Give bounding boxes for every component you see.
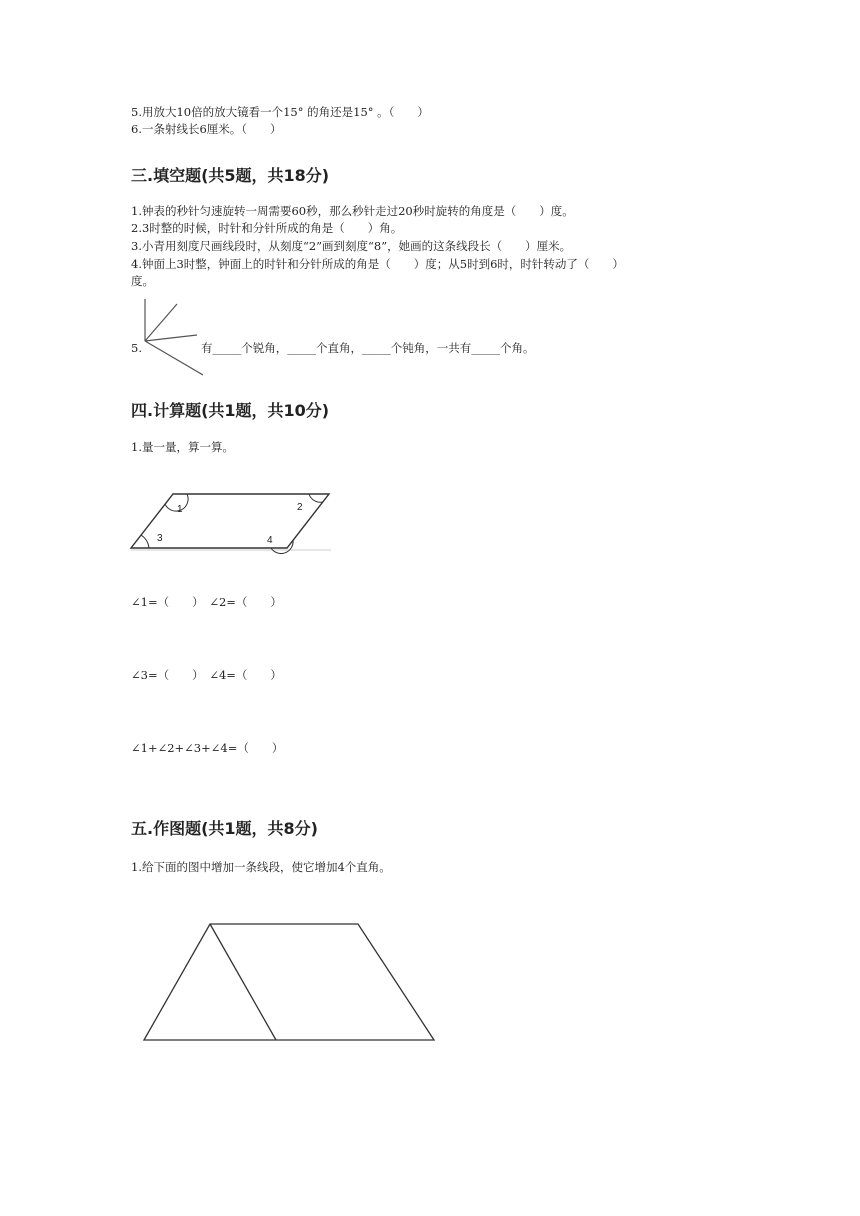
rays-figure	[141, 297, 203, 377]
fill-question-2: 2.3时整的时候，时针和分针所成的角是（ ）角。	[131, 221, 403, 235]
answer-angle-sum: ∠1+∠2+∠3+∠4=（ ）	[131, 741, 284, 755]
fill-question-4: 4.钟面上3时整，钟面上的时针和分针所成的角是（ ）度；从5时到6时，时针转动了（ ）	[131, 257, 624, 271]
parallelogram-figure	[129, 490, 335, 554]
angle-label-1: 1	[177, 504, 183, 515]
question-6: 6.一条射线长6厘米。（ ）	[131, 122, 282, 136]
fill-question-3: 3.小青用刻度尺画线段时，从刻度“2”画到刻度“8”，她画的这条线段长（ ）厘米。	[131, 239, 572, 253]
angle-label-3: 3	[157, 533, 163, 544]
answer-angles-3-4: ∠3=（ ） ∠4=（ ）	[131, 668, 282, 682]
angle-label-2: 2	[297, 502, 303, 513]
draw-question-1: 1.给下面的图中增加一条线段，使它增加4个直角。	[131, 860, 391, 874]
fill-question-5: 有_____个锐角，_____个直角，_____个钝角，一共有_____个角。	[201, 341, 535, 355]
trapezoid-figure	[140, 922, 438, 1046]
fill-question-1: 1.钟表的秒针匀速旋转一周需要60秒，那么秒针走过20秒时旋转的角度是（ ）度。	[131, 204, 574, 218]
fill-question-4-cont: 度。	[131, 274, 154, 288]
section-3-heading: 三.填空题(共5题，共18分)	[131, 166, 330, 185]
calc-question-1: 1.量一量，算一算。	[131, 440, 234, 454]
answer-angles-1-2: ∠1=（ ） ∠2=（ ）	[131, 595, 282, 609]
fill-question-5-number: 5.	[131, 341, 142, 355]
question-5: 5.用放大10倍的放大镜看一个15° 的角还是15° 。（ ）	[131, 105, 429, 119]
section-5-heading: 五.作图题(共1题，共8分)	[131, 819, 318, 838]
section-4-heading: 四.计算题(共1题，共10分)	[131, 401, 330, 420]
angle-label-4: 4	[267, 535, 273, 546]
